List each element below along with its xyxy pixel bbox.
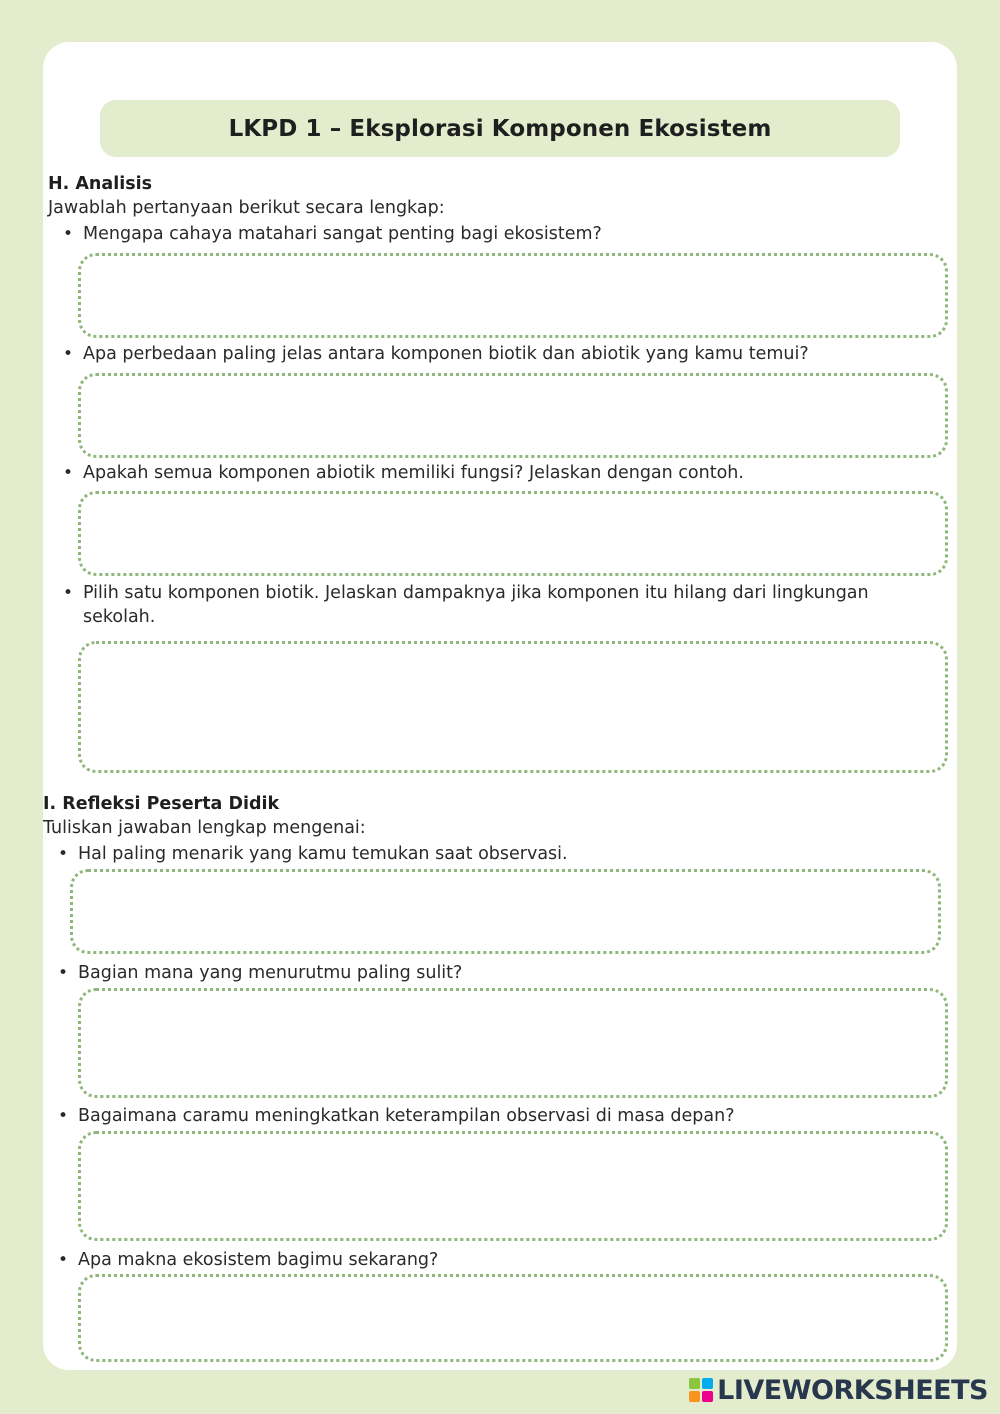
answer-box-h1[interactable] [78, 253, 948, 338]
bullet-icon: • [58, 844, 69, 864]
page-title: LKPD 1 – Eksplorasi Komponen Ekosistem [228, 115, 772, 142]
bullet-icon: • [58, 1106, 69, 1126]
liveworksheets-watermark[interactable] [689, 1372, 988, 1408]
question-h1 [63, 222, 943, 246]
answer-box-h2[interactable] [78, 373, 948, 458]
section-h-heading: H. Analisis [48, 174, 153, 194]
bullet-icon: • [63, 583, 74, 603]
question-h3 [63, 461, 943, 485]
answer-box-i1[interactable] [70, 869, 941, 954]
answer-box-i4[interactable] [78, 1274, 948, 1362]
question-text: Bagaimana caramu meningkatkan keterampilan observasi di masa depan? [78, 1106, 735, 1126]
question-h4 [63, 581, 903, 629]
bullet-icon: • [58, 963, 69, 983]
question-h2 [63, 342, 943, 366]
bullet-icon: • [63, 344, 74, 364]
question-text: Apa perbedaan paling jelas antara komponen biotik dan abiotik yang kamu temui? [83, 344, 809, 364]
question-text: Mengapa cahaya matahari sangat penting bagi ekosistem? [83, 224, 602, 244]
logo-square-3 [689, 1391, 700, 1402]
question-text: Bagian mana yang menurutmu paling sulit? [78, 963, 463, 983]
answer-box-h3[interactable] [78, 491, 948, 576]
section-h-intro: Jawablah pertanyaan berikut secara lengkap: [48, 198, 445, 218]
answer-box-i2[interactable] [78, 988, 948, 1098]
liveworksheets-logo-icon [689, 1378, 713, 1402]
bullet-icon: • [63, 463, 74, 483]
answer-box-h4[interactable] [78, 641, 948, 773]
section-i-intro: Tuliskan jawaban lengkap mengenai: [43, 818, 366, 838]
section-i-heading: I. Refleksi Peserta Didik [43, 794, 280, 814]
brand-name: LIVEWORKSHEETS [717, 1374, 988, 1406]
logo-square-2 [702, 1378, 713, 1389]
question-text: Hal paling menarik yang kamu temukan saat observasi. [78, 844, 568, 864]
logo-square-1 [689, 1378, 700, 1389]
bullet-icon: • [63, 224, 74, 244]
logo-square-4 [702, 1391, 713, 1402]
bullet-icon: • [58, 1250, 69, 1270]
title-banner [100, 100, 900, 157]
question-i4 [58, 1248, 938, 1272]
question-i3 [58, 1104, 938, 1128]
question-text: Pilih satu komponen biotik. Jelaskan dampaknya jika komponen itu hilang dari lingkungan sekolah. [83, 583, 869, 627]
question-i1 [58, 842, 938, 866]
question-text: Apakah semua komponen abiotik memiliki fungsi? Jelaskan dengan contoh. [83, 463, 744, 483]
question-text: Apa makna ekosistem bagimu sekarang? [78, 1250, 439, 1270]
question-i2 [58, 961, 938, 985]
answer-box-i3[interactable] [78, 1131, 948, 1241]
